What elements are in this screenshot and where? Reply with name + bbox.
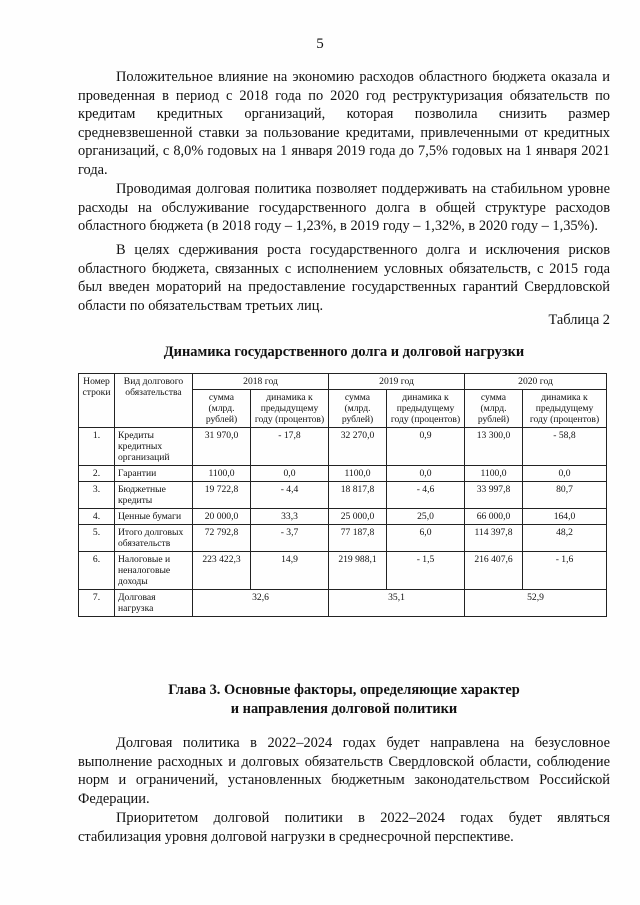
cell-value: 1100,0 xyxy=(465,466,523,482)
cell-value-2019: 35,1 xyxy=(329,590,465,617)
table-title: Динамика государственного долга и долговой нагрузки xyxy=(163,344,525,360)
cell-value: 6,0 xyxy=(387,525,465,552)
table-row xyxy=(79,466,607,482)
header-year-2019: 2019 год xyxy=(329,374,465,390)
row-name: Ценные бумаги xyxy=(115,509,193,525)
cell-value: 20 000,0 xyxy=(193,509,251,525)
chapter-heading-line1: Глава 3. Основные факторы, определяющие характер xyxy=(168,682,520,698)
table-label: Таблица 2 xyxy=(548,312,610,328)
cell-value-2020: 52,9 xyxy=(465,590,607,617)
cell-value: - 3,7 xyxy=(251,525,329,552)
cell-value: 164,0 xyxy=(523,509,607,525)
header-dynamics: динамика к предыдущему году (процентов) xyxy=(251,390,329,428)
row-name: Бюджетные кредиты xyxy=(115,482,193,509)
header-sum: сумма (млрд. рублей) xyxy=(193,390,251,428)
row-name: Итого долговых обязательств xyxy=(115,525,193,552)
row-number: 2. xyxy=(79,466,115,482)
cell-value: 80,7 xyxy=(523,482,607,509)
cell-value: 77 187,8 xyxy=(329,525,387,552)
cell-value: 25 000,0 xyxy=(329,509,387,525)
cell-value: - 4,6 xyxy=(387,482,465,509)
row-number: 6. xyxy=(79,552,115,590)
cell-value: 0,0 xyxy=(251,466,329,482)
debt-table xyxy=(78,373,607,617)
row-number: 4. xyxy=(79,509,115,525)
table-row xyxy=(79,428,607,466)
cell-value: 1100,0 xyxy=(329,466,387,482)
cell-value: 25,0 xyxy=(387,509,465,525)
row-name: Долговая нагрузка xyxy=(115,590,193,617)
paragraph-debt-policy: Долговая политика в 2022–2024 годах будет направлена на безусловное выполнение расходных и долговых обязательств Свердловской области, соблюдение норм и ограничений, установленных бюджетным законодательством Российской Федерации. xyxy=(78,735,610,807)
cell-value: 216 407,6 xyxy=(465,552,523,590)
cell-value: 114 397,8 xyxy=(465,525,523,552)
table-row xyxy=(79,509,607,525)
cell-value: - 1,6 xyxy=(523,552,607,590)
header-obligation-type: Вид долгового обязательства xyxy=(115,374,193,428)
page-number: 5 xyxy=(316,36,324,52)
cell-value: - 58,8 xyxy=(523,428,607,466)
cell-value: 48,2 xyxy=(523,525,607,552)
row-name: Кредиты кредитных организаций xyxy=(115,428,193,466)
paragraph-debt-service: Проводимая долговая политика позволяет поддерживать на стабильном уровне расходы на обслуживание государственного долга в общей структуре расходов областного бюджета (в 2018 году – 1,23%, в 2019 году – 1,32%, в 2020 году – 1,35%). xyxy=(78,181,610,235)
table-row xyxy=(79,525,607,552)
header-dynamics: динамика к предыдущему году (процентов) xyxy=(523,390,607,428)
cell-value: 31 970,0 xyxy=(193,428,251,466)
cell-value-2018: 32,6 xyxy=(193,590,329,617)
cell-value: - 17,8 xyxy=(251,428,329,466)
cell-value: 0,0 xyxy=(523,466,607,482)
chapter-heading-line2: и направления долговой политики xyxy=(230,700,458,717)
cell-value: 18 817,8 xyxy=(329,482,387,509)
row-name: Гарантии xyxy=(115,466,193,482)
row-number: 5. xyxy=(79,525,115,552)
header-row-number: Номер строки xyxy=(79,374,115,428)
cell-value: 0,9 xyxy=(387,428,465,466)
row-number: 3. xyxy=(79,482,115,509)
cell-value: 32 270,0 xyxy=(329,428,387,466)
paragraph-restructuring: Положительное влияние на экономию расходов областного бюджета оказала и проведенная в период с 2018 года по 2020 год реструктуризация обязательств по кредитам кредитных организаций, которая позволила снизить размер средневзвешенной ставки за пользование кредитами, привлеченными от кредитных организаций, с 8,0% годовых на 1 января 2019 года до 7,5% годовых на 1 января 2021 года. xyxy=(78,69,610,178)
cell-value: 219 988,1 xyxy=(329,552,387,590)
row-name: Налоговые и неналоговые доходы xyxy=(115,552,193,590)
paragraph-priority: Приоритетом долговой политики в 2022–2024 годах будет являться стабилизация уровня долговой нагрузки в среднесрочной перспективе. xyxy=(78,810,610,845)
header-sum: сумма (млрд. рублей) xyxy=(329,390,387,428)
cell-value: 33 997,8 xyxy=(465,482,523,509)
table-row-debt-load xyxy=(79,590,607,617)
table-row xyxy=(79,552,607,590)
cell-value: 14,9 xyxy=(251,552,329,590)
cell-value: - 4,4 xyxy=(251,482,329,509)
cell-value: 19 722,8 xyxy=(193,482,251,509)
header-sum: сумма (млрд. рублей) xyxy=(465,390,523,428)
header-year-2020: 2020 год xyxy=(465,374,607,390)
row-number: 1. xyxy=(79,428,115,466)
cell-value: 72 792,8 xyxy=(193,525,251,552)
table-row xyxy=(79,482,607,509)
row-number: 7. xyxy=(79,590,115,617)
cell-value: 223 422,3 xyxy=(193,552,251,590)
header-year-2018: 2018 год xyxy=(193,374,329,390)
cell-value: 1100,0 xyxy=(193,466,251,482)
cell-value: - 1,5 xyxy=(387,552,465,590)
cell-value: 33,3 xyxy=(251,509,329,525)
cell-value: 13 300,0 xyxy=(465,428,523,466)
cell-value: 0,0 xyxy=(387,466,465,482)
cell-value: 66 000,0 xyxy=(465,509,523,525)
header-dynamics: динамика к предыдущему году (процентов) xyxy=(387,390,465,428)
chapter-heading xyxy=(78,681,610,718)
paragraph-moratorium: В целях сдерживания роста государственного долга и исключения рисков областного бюджета, связанных с исполнением условных обязательств, с 2015 года был введен мораторий на предоставление государственных гарантий Свердловской области по обязательствам третьих лиц. xyxy=(78,242,610,314)
